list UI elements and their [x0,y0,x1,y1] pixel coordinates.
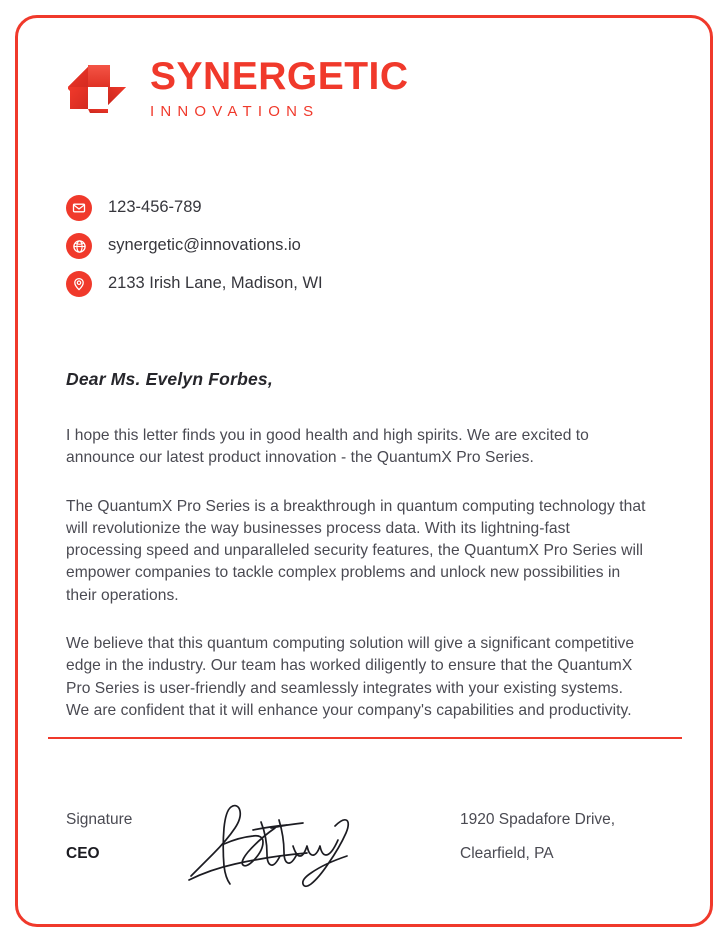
footer-address-column [460,812,615,861]
brand-tagline: INNOVATIONS [150,103,320,120]
letter-paragraph: The QuantumX Pro Series is a breakthrough in quantum computing technology that will revolutionize the way businesses process data. With its lightning-fast processing speed and unparalleled security features, the QuantumX Pro Series will empower companies to tackle complex problems and unlock new possibilities in their operations. [66,497,646,604]
contact-value-phone: 123-456-789 [108,198,202,217]
letter-body [66,425,646,722]
footer-address-line-1: 1920 Spadafore Drive, [460,811,616,828]
letterhead-header [66,57,409,119]
letter-paragraph: We believe that this quantum computing solution will give a significant competitive edge in the industry. Our team has worked diligently to ensure that the QuantumX Pro Series is user-friendly and seamlessly integrates with your existing systems. We are confident that it will enhance your company's capabilities and productivity. [66,635,635,719]
page-content [48,0,682,942]
contact-row-phone [66,192,323,224]
brand-wordmark [150,57,409,119]
globe-icon [66,233,92,259]
letter-salutation: Dear Ms. Evelyn Forbes, [66,369,273,389]
contact-row-email [66,230,323,262]
brand-name: SYNERGETIC [150,55,409,98]
footer-address-line-2: Clearfield, PA [460,844,554,862]
envelope-icon [66,195,92,221]
letter-footer [48,800,682,890]
signer-role: CEO [66,844,100,862]
location-pin-icon [66,271,92,297]
footer-signature-column [66,812,132,861]
letter-paragraph: I hope this letter finds you in good health and high spirits. We are excited to announce our latest product innovation - the QuantumX Pro Series. [66,427,589,467]
pinwheel-squares-logo-icon [66,57,128,119]
contact-block [66,192,323,306]
contact-row-address [66,268,323,300]
signature-label: Signature [66,811,133,828]
contact-value-email: synergetic@innovations.io [108,236,301,255]
footer-divider [48,737,682,739]
contact-value-address: 2133 Irish Lane, Madison, WI [108,274,323,293]
handwritten-signature-icon [183,792,378,892]
